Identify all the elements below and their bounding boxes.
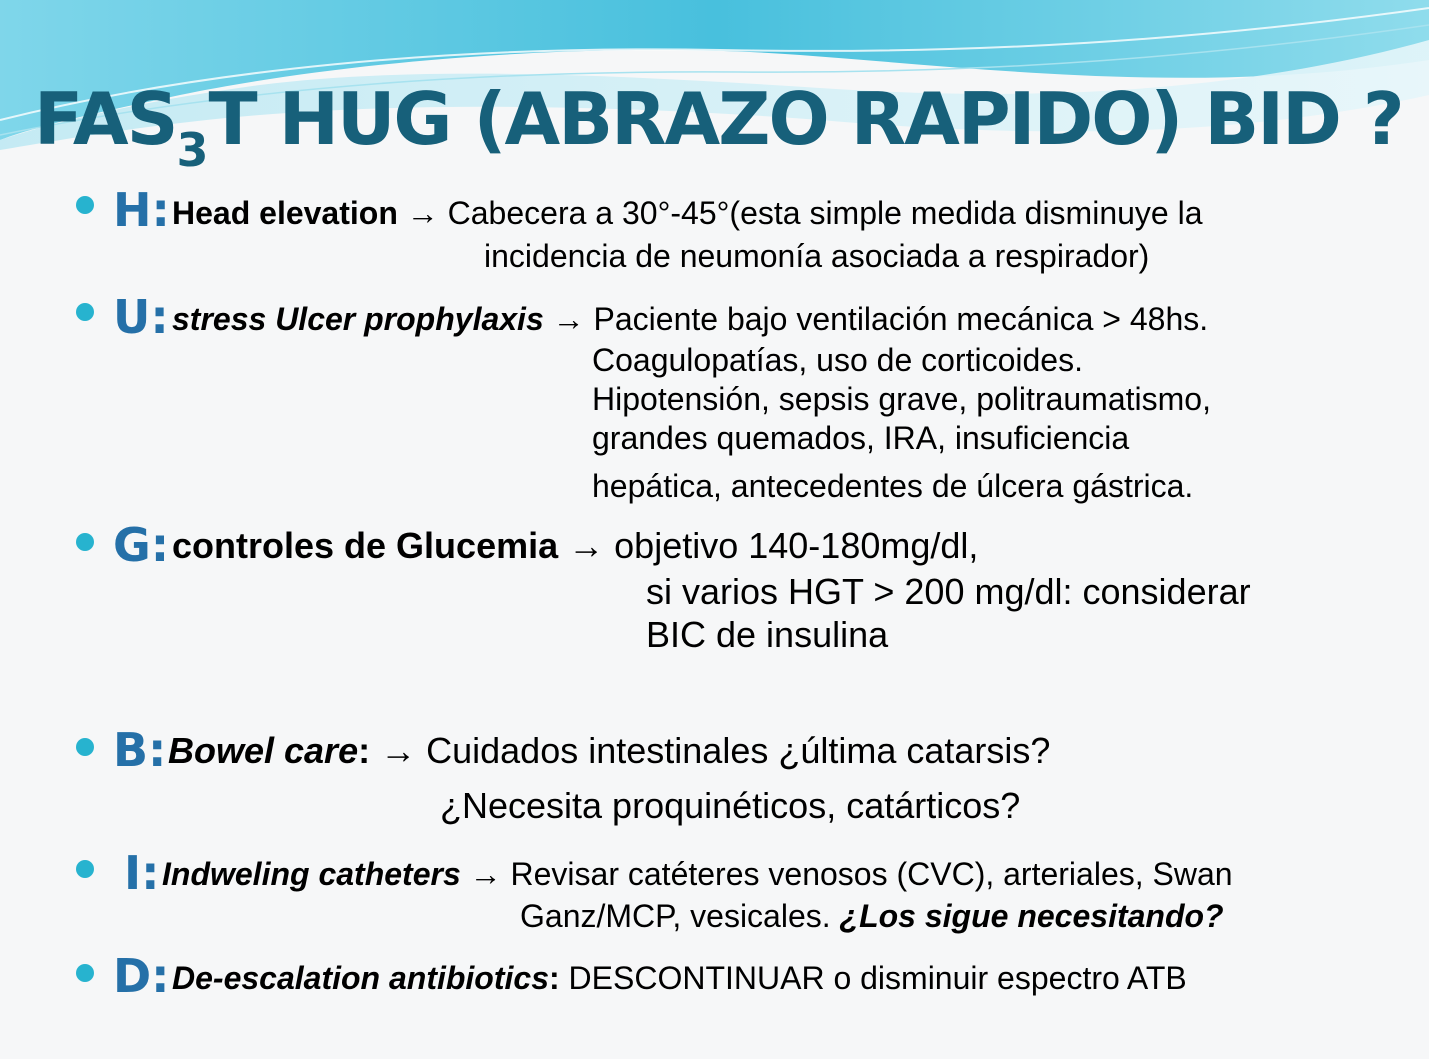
item-text: objetivo 140-180mg/dl, [614,525,979,566]
item-keyword: Indweling catheters [162,856,461,892]
bullet-icon [76,738,94,756]
item-colon: : [358,730,371,771]
item-keyword: stress Ulcer prophylaxis [172,301,544,337]
item-letter: B: [113,723,167,777]
item-text: Ganz/MCP, vesicales. [520,898,831,934]
item-keyword: De-escalation antibiotics [172,960,549,996]
slide-title [34,74,1424,177]
item-emphasis: ¿Los sigue necesitando? [839,898,1224,934]
item-second-line [520,896,1224,936]
arrow-icon: → [568,525,605,566]
item-text: Revisar catéteres venosos (CVC), arteriales, Swan [510,856,1233,892]
bullet-icon [76,964,94,982]
item-keyword: Head elevation [172,195,398,231]
item-colon: : [548,960,560,996]
item-text: DESCONTINUAR o disminuir espectro ATB [568,960,1187,996]
item-text: hepática, antecedentes de úlcera gástrica. [592,468,1194,504]
item-text: Hipotensión, sepsis grave, politraumatismo, [592,381,1211,417]
item-text: BIC de insulina [646,614,889,655]
item-letter: D: [113,949,170,1003]
title-part-1: FAS [34,77,177,161]
item-text: Cuidados intestinales ¿última catarsis? [426,730,1051,771]
item-text: Cabecera a 30°-45°(esta simple medida disminuye la [447,195,1203,231]
arrow-icon: → [380,730,417,771]
item-keyword: Bowel care [168,730,359,771]
item-keyword: controles de Glucemia [172,525,559,566]
item-first-line [172,526,978,566]
item-first-line [172,299,1208,339]
item-text: grandes quemados, IRA, insuficiencia [592,420,1130,456]
item-text: ¿Necesita proquinéticos, catárticos? [440,785,1021,826]
item-text: si varios HGT > 200 mg/dl: considerar [646,571,1251,612]
item-text: Coagulopatías, uso de corticoides. [592,342,1083,378]
title-subscript: 3 [176,123,209,177]
item-first-line [162,854,1233,894]
bullet-icon [76,533,94,551]
item-text: Paciente bajo ventilación mecánica > 48hs. [593,301,1209,337]
item-letter: G: [113,518,170,572]
arrow-icon: → [406,195,439,231]
item-letter: U: [113,290,169,344]
arrow-icon: → [469,856,502,892]
bullet-icon [76,860,94,878]
arrow-icon: → [552,301,585,337]
bullet-icon [76,303,94,321]
item-first-line [172,193,1203,233]
item-text: incidencia de neumonía asociada a respirador) [484,238,1150,274]
item-first-line [172,958,1187,998]
item-letter: H: [113,183,170,237]
item-letter: I: [124,846,160,900]
item-first-line [168,731,1050,771]
title-part-2: T HUG (ABRAZO RAPIDO) BID ? [208,77,1403,161]
bullet-icon [76,196,94,214]
